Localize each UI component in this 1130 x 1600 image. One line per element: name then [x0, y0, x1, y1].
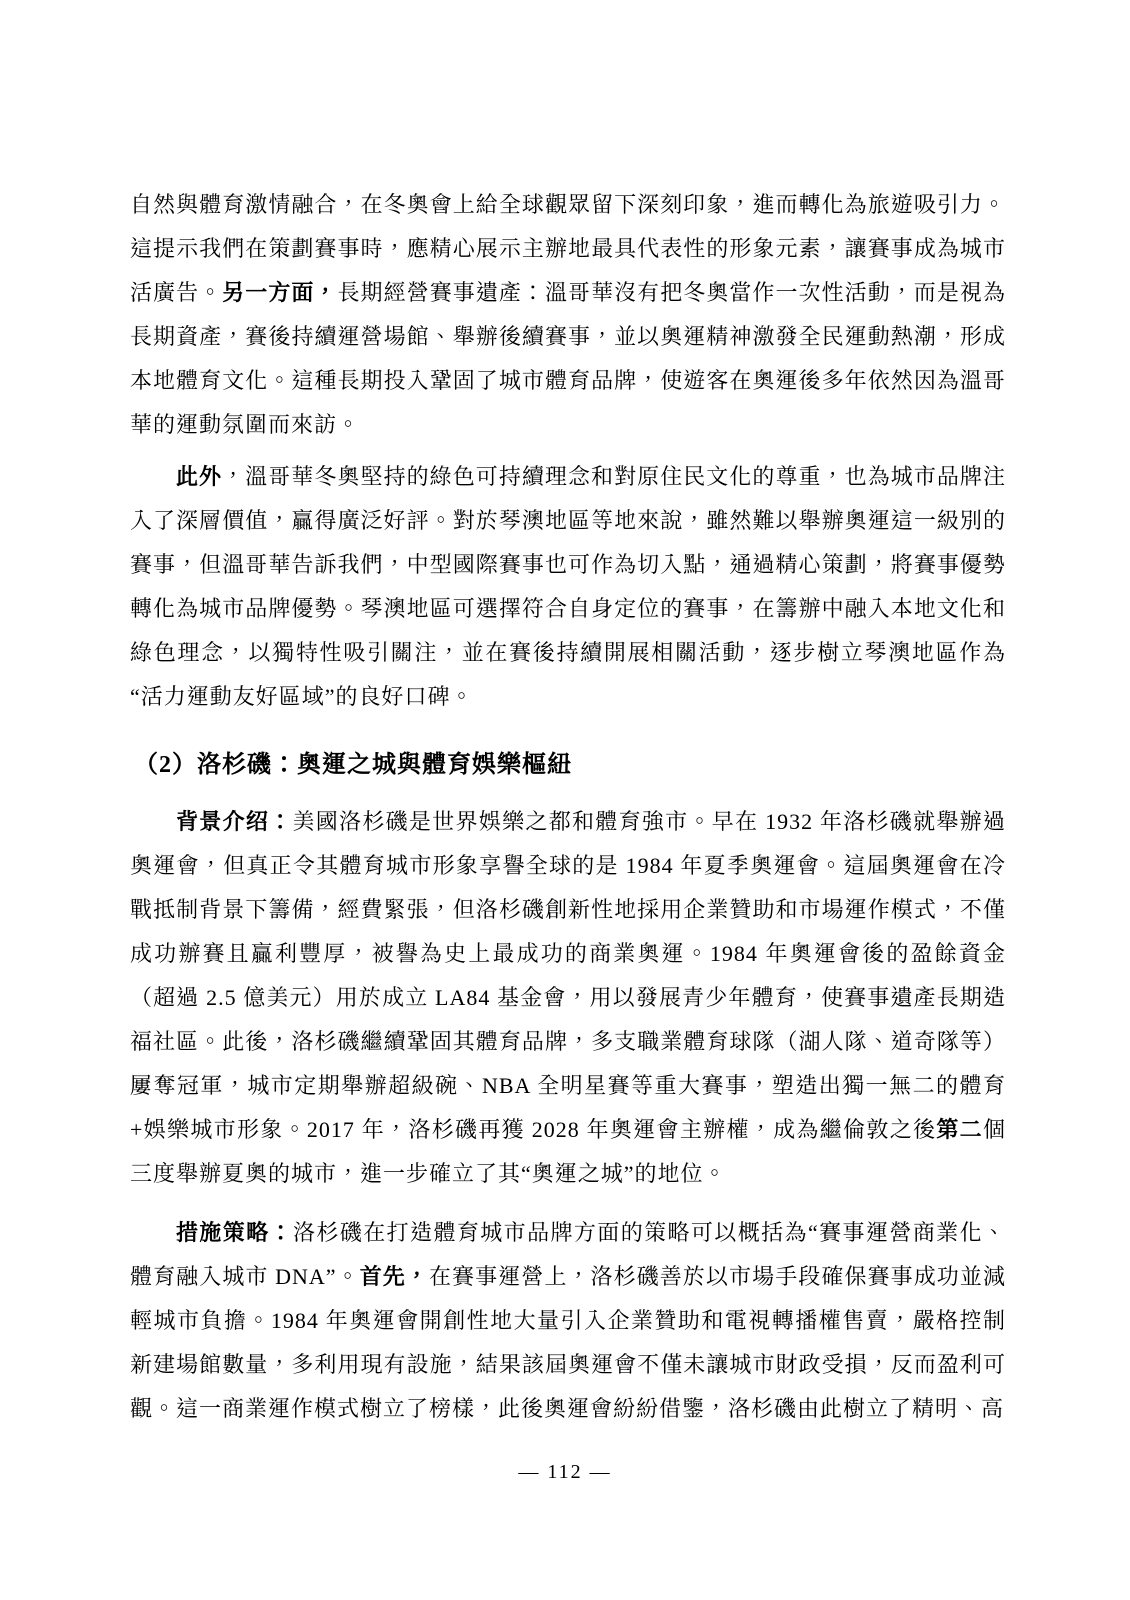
bold-text-run: 措施策略： [176, 1220, 294, 1245]
bold-text-run: 第二 [936, 1117, 983, 1142]
text-run: 美國洛杉磯是世界娛樂之都和體育強市。早在 1932 年洛杉磯就舉辦過奧運會，但真正令其體育城市形象享譽全球的是 1984 年夏季奧運會。這屆奧運會在冷戰抵制背景下籌備，經費緊張，但洛杉磯創新性地採用企業贊助和市場運作模式，不僅成功辦賽且贏利豐厚，被譽為史上最成功的商業奧運。1984 年奧運會後的盈餘資金（超過 2.5 億美元）用於成立 LA84 基金會，用以發展青少年體育，使賽事遺產長期造福社區。此後，洛杉磯繼續鞏固其體育品牌，多支職業體育球隊（湖人隊、道奇隊等）屢奪冠軍，城市定期舉辦超級碗、NBA 全明星賽等重大賽事，塑造出獨一無二的體育+娛樂城市形象。2017 年，洛杉磯再獲 2028 年奧運會主辦權，成為繼倫敦之後 [130, 809, 1006, 1142]
page-footer [0, 1458, 1130, 1486]
paragraph-vancouver-green-values [130, 455, 1006, 719]
bold-text-run: 此外 [176, 464, 223, 489]
bold-text-run: 另一方面， [222, 280, 338, 305]
page-number: — 112 — [518, 1461, 612, 1483]
section-heading-los-angeles: （2）洛杉磯：奧運之城與體育娛樂樞紐 [134, 752, 572, 778]
page-body [130, 183, 1006, 1431]
paragraph-la-background [130, 800, 1006, 1196]
text-run: 個三度舉辦夏奧的城市，進一步確立了其“奧運之城”的地位。 [130, 1117, 1006, 1186]
bold-text-run: 背景介绍： [176, 809, 293, 834]
paragraph-la-strategy [130, 1211, 1006, 1431]
text-run: 長期經營賽事遺產：溫哥華沒有把冬奧當作一次性活動，而是視為長期資產，賽後持續運營場館、舉辦後續賽事，並以奧運精神激發全民運動熱潮，形成本地體育文化。這種長期投入鞏固了城市體育品牌，使遊客在奧運後多年依然因為溫哥華的運動氛圍而來訪。 [130, 280, 1006, 437]
paragraph-vancouver-legacy [130, 183, 1006, 447]
text-run: 自然與體育激情融合，在冬奧會上給全球觀眾留下深刻印象，進而轉化為旅遊吸引力。這提示我們在策劃賽事時，應精心展示主辦地最具代表性的形象元素，讓賽事成為城市活廣告。 [130, 192, 1006, 305]
text-run: 在賽事運營上，洛杉磯善於以市場手段確保賽事成功並減輕城市負擔。1984 年奧運會開創性地大量引入企業贊助和電視轉播權售賣，嚴格控制新建場館數量，多利用現有設施，結果該屆奧運會不僅未讓城市財政受損，反而盈利可觀。這一商業運作模式樹立了榜樣，此後奧運會紛紛借鑒，洛杉磯由此樹立了精明、高 [130, 1264, 1006, 1421]
text-run: 洛杉磯在打造體育城市品牌方面的策略可以概括為“賽事運營商業化、體育融入城市 DNA”。 [130, 1220, 1006, 1289]
text-run: ，溫哥華冬奧堅持的綠色可持續理念和對原住民文化的尊重，也為城市品牌注入了深層價值，贏得廣泛好評。對於琴澳地區等地來說，雖然難以舉辦奧運這一級別的賽事，但溫哥華告訴我們，中型國際賽事也可作為切入點，通過精心策劃，將賽事優勢轉化為城市品牌優勢。琴澳地區可選擇符合自身定位的賽事，在籌辦中融入本地文化和綠色理念，以獨特性吸引關注，並在賽後持續開展相關活動，逐步樹立琴澳地區作為“活力運動友好區域”的良好口碑。 [130, 464, 1006, 709]
bold-text-run: 首先， [359, 1264, 429, 1289]
